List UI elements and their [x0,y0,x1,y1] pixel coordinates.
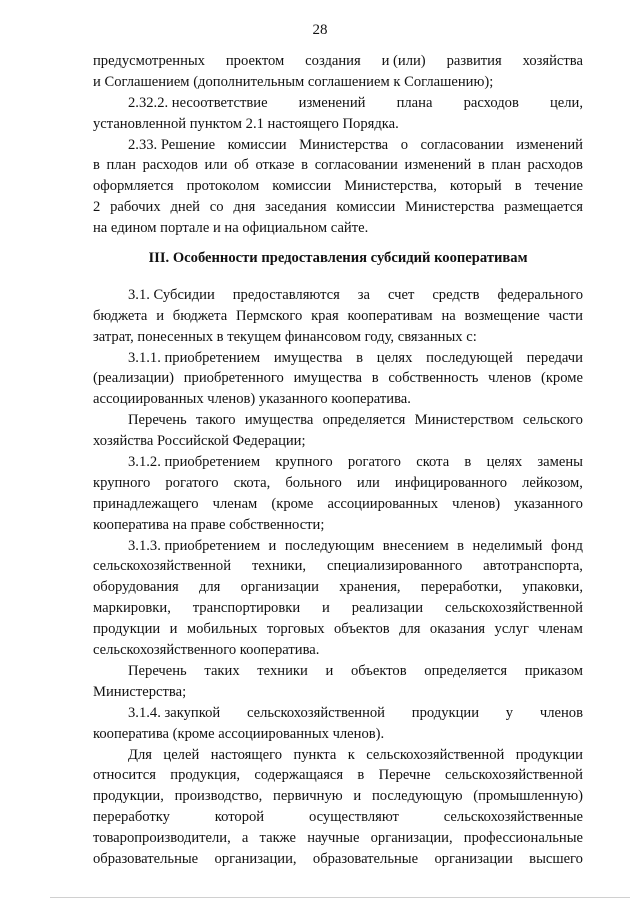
word: или [356,474,380,491]
word: в [464,454,472,471]
word: сельскохозяйственной [366,746,505,763]
word: переработки, [420,579,503,596]
word: бюджета [93,307,148,324]
word: скота, [233,474,271,491]
word: осуществляют [308,809,399,826]
text-line [93,577,583,598]
text-line [93,828,583,849]
text-line [93,598,583,619]
word: 3.1.2. приобретением [128,454,261,471]
word: целей [163,746,200,763]
word: фонд [550,537,583,554]
text-line [93,410,583,431]
word: членам [212,495,258,512]
text-line [93,765,583,786]
text-line [93,556,583,577]
word: Перечне [378,767,431,784]
word: сельского [522,412,583,429]
word: Пермского [235,307,303,324]
word: возмещение [464,307,540,324]
text-line [93,348,583,369]
word: и [268,537,277,554]
word: кооперативам [347,307,433,324]
text-line: Министерства; [93,683,187,700]
word: сельскохозяйственной [93,558,232,575]
word: автотранспорта, [483,558,583,575]
word: организации [240,579,319,596]
word: размещается [504,199,583,216]
text-line: и Соглашением (дополнительным соглашением к Соглашению); [93,73,494,90]
text-line [93,135,583,156]
text-line: на едином портале и на официальном сайте. [93,220,369,237]
word: предусмотренных [93,53,205,69]
text-line [93,703,583,724]
word: техники [257,662,308,679]
text-line [93,786,583,807]
word: средств [432,286,480,303]
word: для [198,579,221,596]
word: последующим [284,537,375,554]
word: комиссии [227,136,287,153]
word: Министерства [299,136,389,153]
word: согласовании [314,157,398,174]
word: создания [305,53,361,69]
text-line: сельскохозяйственного кооператива. [93,642,320,659]
word: расходов [527,157,583,174]
word: изменений [516,136,583,153]
word: сельскохозяйственные [443,809,583,826]
word: рабочих [110,199,161,216]
word: (промышленную) [473,788,583,805]
word: у [505,704,514,721]
word: такого [195,412,236,429]
word: 3.1.3. приобретением [128,537,261,554]
text-line [93,306,583,327]
word: а [241,830,249,847]
word: торговых [266,621,325,638]
word: который [449,178,502,195]
section-heading: III. Особенности предоставления субсидий кооперативам [148,250,528,267]
word: крупного [93,474,151,491]
text-line [93,197,583,218]
word: Министерства [405,199,495,216]
text-line: затрат, понесенных в текущем финансовом году, связанных с: [93,328,477,345]
text-line [93,536,583,557]
word: оказания [429,621,486,638]
word: имущества [244,412,314,429]
word: содержащаяся [254,767,344,784]
word: организации [434,850,513,867]
word: принадлежащего [93,495,199,512]
word: хозяйства [522,53,583,69]
word: сельскохозяйственной [444,600,583,617]
word: объектов [334,621,390,638]
text-line [93,285,583,306]
text-line [93,494,583,515]
text-line [93,473,583,494]
word: отказе [255,157,295,174]
word: рогатого [165,474,219,491]
text-line: хозяйства Российской Федерации; [93,433,306,450]
word: последующую [371,788,463,805]
text-line [93,849,583,870]
text-line [93,93,583,114]
word: в [514,178,522,195]
word: профессиональные [463,830,583,847]
word: определяется [322,412,406,429]
word: определяется [424,662,508,679]
word: техники, [251,558,307,575]
word: первичную [273,788,343,805]
word: неделимый [472,537,543,554]
word: к [347,746,355,763]
word: проектом [225,53,285,69]
word: указанного [514,495,583,512]
word: сельскохозяйственной [246,704,385,721]
word: 2 [93,199,101,216]
word: научные [307,830,360,847]
word: и [169,621,178,638]
word: и [156,307,164,324]
word: и [322,600,330,617]
word: последующей [426,349,513,366]
word: 2.32.2. несоответствие [128,94,268,111]
word: рогатого [347,454,401,471]
word: продукции [515,746,583,763]
word: развития [446,53,502,69]
word: услуг [494,621,529,638]
word: на [441,307,456,324]
word: продукции, [93,788,164,805]
word: продукции [93,621,161,638]
word: о [400,136,408,153]
word: оформляется [93,178,174,195]
word: настоящего [210,746,283,763]
word: цели, [549,94,583,111]
word: изменений [298,94,366,111]
word: плана [396,94,433,111]
text-line [93,452,583,473]
word: Для [128,746,152,763]
word: изменений [404,157,472,174]
word: транспортировки [192,600,301,617]
word: замены [537,454,583,471]
word: расходов [463,94,519,111]
word: федерального [497,286,583,303]
word: в [457,537,465,554]
word: скота [416,454,450,471]
word: объектов [350,662,407,679]
word: план [106,157,136,174]
word: Министерства, [344,178,437,195]
word: больного [285,474,342,491]
word: собственность [388,370,479,387]
word: производство, [174,788,263,805]
word: в [356,349,364,366]
word: членов [539,704,583,721]
word: в [93,157,100,174]
word: организации, [370,830,453,847]
text-line: кооператива на праве собственности; [93,516,325,533]
word: приобретенного [183,370,284,387]
word: 3.1.4. закупкой [128,704,221,721]
word: образовательные [312,850,419,867]
word: течение [534,178,583,195]
text-line [93,51,583,72]
word: пункта [293,746,337,763]
word: в [357,767,365,784]
text-line [93,176,583,197]
word: инфицированного [394,474,508,491]
word: сельскохозяйственной [444,767,583,784]
word: ассоциированных [327,495,439,512]
word: приказом [524,662,583,679]
text-line [93,745,583,766]
word: расходов [142,157,198,174]
page-edge-line [50,897,630,898]
word: организации, [214,850,297,867]
word: образовательные [93,850,199,867]
text-line: ассоциированных членов) указанного кооператива. [93,391,411,408]
word: со [209,199,224,216]
word: края [311,307,339,324]
word: дней [170,199,200,216]
word: также [259,830,297,847]
word: передачи [526,349,583,366]
word: за [357,286,371,303]
text-line: кооператива (кроме ассоциированных членов). [93,725,385,742]
word: согласовании [420,136,504,153]
word: протоколом [186,178,260,195]
word: и [325,662,334,679]
word: оборудования [93,579,179,596]
word: в [477,157,485,174]
word: в [301,157,309,174]
word: хранения, [339,579,401,596]
word: Перечень [128,412,187,429]
word: имущества [273,349,343,366]
word: об [234,157,249,174]
word: членам [538,621,583,638]
word: для [399,621,421,638]
word: комиссии [336,199,396,216]
word: реализации [351,600,424,617]
word: высшего [529,850,583,867]
text-line [93,368,583,389]
word: или [204,157,228,174]
word: имущества [293,370,363,387]
word: таких [204,662,240,679]
text-line [93,619,583,640]
word: счет [387,286,415,303]
word: и (или) [381,53,426,69]
word: (кроме [540,370,583,387]
word: и [353,788,362,805]
word: специализированного [326,558,463,575]
word: Перечень [128,662,187,679]
word: продукция, [170,767,241,784]
word: мобильных [186,621,258,638]
word: 2.33. Решение [128,136,216,153]
word: 3.1. Субсидии [128,286,215,303]
word: внесением [382,537,449,554]
word: в [371,370,379,387]
word: крупного [275,454,333,471]
text-line [93,807,583,828]
word: комиссии [272,178,332,195]
word: (кроме [271,495,314,512]
text-line: установленной пунктом 2.1 настоящего Порядка. [93,115,399,132]
word: продукции [411,704,480,721]
word: относится [93,767,156,784]
text-line [93,661,583,682]
word: лейкозом, [522,474,583,491]
word: заседания [265,199,327,216]
document-body [93,51,583,870]
word: целях [376,349,413,366]
word: предоставляются [232,286,340,303]
page-number: 28 [312,22,328,38]
word: членов) [452,495,501,512]
word: упаковки, [522,579,583,596]
word: товаропроизводители, [93,830,231,847]
word: план [491,157,521,174]
word: 3.1.1. приобретением [128,349,261,366]
word: переработку [93,809,170,826]
word: части [548,307,583,324]
word: членов [488,370,532,387]
word: маркировки, [93,600,171,617]
text-line [93,155,583,176]
word: бюджета [172,307,228,324]
word: (реализации) [93,370,175,387]
word: Министерством [414,412,514,429]
word: которой [214,809,265,826]
word: целях [486,454,523,471]
word: дня [233,199,256,216]
